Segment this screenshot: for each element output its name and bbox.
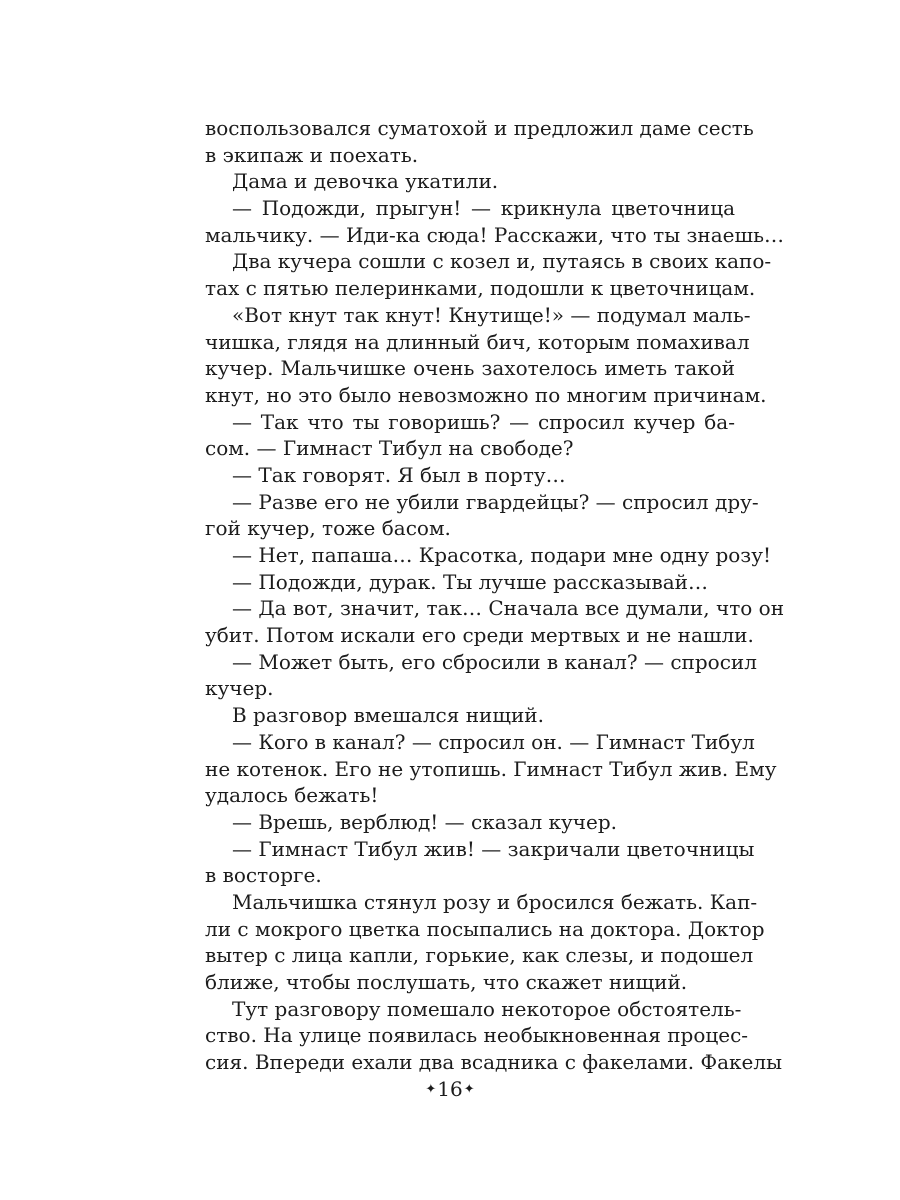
text-line: не котенок. Его не утопишь. Гимнаст Тибул жив. Ему	[205, 756, 777, 781]
text-line: воспользовался суматохой и предложил даме сесть	[205, 116, 754, 140]
text-line: вытер с лица капли, горькие, как слезы, и подошел	[205, 943, 754, 968]
page-number-footer	[0, 1077, 900, 1101]
text-line: мальчику. — Иди-ка сюда! Расскажи, что ты знаешь…	[205, 222, 784, 247]
text-line: Мальчишка стянул розу и бросился бежать. Кап-	[232, 889, 758, 914]
text-line: «Вот кнут так кнут! Кнутище!» — подумал маль-	[232, 302, 751, 327]
text-line: кучер. Мальчишке очень захотелось иметь такой	[205, 356, 735, 381]
text-line: Тут разговору помешало некоторое обстоятель-	[232, 996, 742, 1021]
text-line: чишка, глядя на длинный бич, которым помахивал	[205, 329, 750, 354]
text-line: — Разве его не убили гвардейцы? — спросил дру-	[232, 489, 759, 514]
ornament-left-icon: ✦	[425, 1082, 437, 1097]
page-number: 16	[437, 1077, 463, 1101]
text-line: — Подожди, прыгун! — крикнула цветочница	[232, 196, 735, 221]
text-line: — Подожди, дурак. Ты лучше рассказывай…	[232, 569, 708, 594]
text-line: — Нет, папаша… Красотка, подари мне одну розу!	[232, 543, 771, 567]
text-line: ближе, чтобы послушать, что скажет нищий.	[205, 970, 688, 994]
text-line: ство. На улице появилась необыкновенная процес-	[205, 1023, 749, 1048]
text-line: удалось бежать!	[205, 783, 379, 808]
body-text	[205, 115, 785, 1076]
text-line: — Так что ты говоришь? — спросил кучер ба-	[232, 409, 735, 434]
text-line: сия. Впереди ехали два всадника с факелами. Факелы	[205, 1050, 782, 1075]
text-line: убит. Потом искали его среди мертвых и не нашли.	[205, 623, 754, 648]
text-line: Дама и девочка укатили.	[232, 169, 499, 194]
text-line: в экипаж и поехать.	[205, 142, 419, 167]
text-line: Два кучера сошли с козел и, путаясь в своих капо-	[232, 249, 772, 274]
text-line: — Да вот, значит, так… Сначала все думали, что он	[232, 596, 785, 621]
ornament-right-icon: ✦	[463, 1082, 475, 1097]
text-line: кнут, но это было невозможно по многим причинам.	[205, 382, 767, 407]
text-line: гой кучер, тоже басом.	[205, 516, 451, 541]
text-line: — Так говорят. Я был в порту…	[232, 462, 566, 487]
text-line: — Может быть, его сбросили в канал? — спросил	[232, 649, 757, 674]
text-line: кучер.	[205, 676, 274, 701]
text-line: сом. — Гимнаст Тибул на свободе?	[205, 436, 574, 461]
text-line: тах с пятью пелеринками, подошли к цветочницам.	[205, 276, 756, 301]
text-line: в восторге.	[205, 863, 322, 888]
text-line: — Кого в канал? — спросил он. — Гимнаст Тибул	[232, 729, 755, 754]
text-line: — Гимнаст Тибул жив! — закричали цветочницы	[232, 836, 755, 861]
text-line: В разговор вмешался нищий.	[232, 703, 544, 728]
text-line: — Врешь, верблюд! — сказал кучер.	[232, 809, 618, 834]
text-line: ли с мокрого цветка посыпались на доктора. Доктор	[205, 916, 765, 941]
